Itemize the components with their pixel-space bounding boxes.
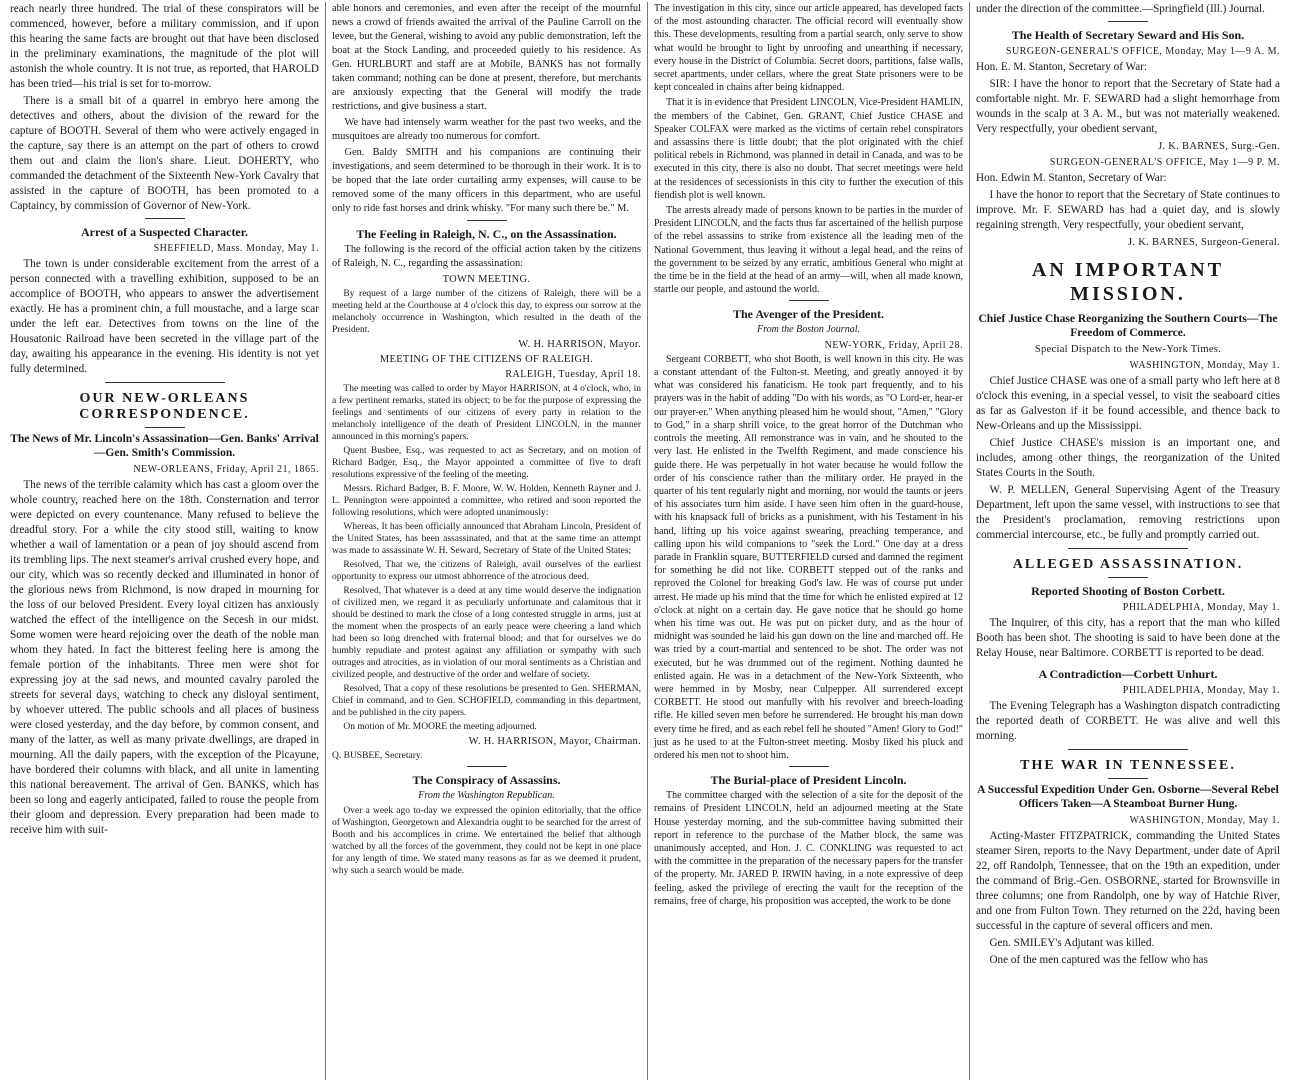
paragraph: The following is the record of the official action taken by the citizens of Raleigh, N. C., regarding the assassination: [332, 244, 641, 269]
paragraph: Sergeant CORBETT, who shot Booth, is well known in this city. He was a constant attendant of the Fulton-st. Meeting, and greatly annoyed it by what was considered his fanaticism. He took part frequently, and to his prayers was in the habit of adding "Do with his words, as "O Lord-er, hear-er our prayer-er." When anything pleased him he would shout, "Amen," "Glory to God," in a sharp shrill voice, to the great horror of the Dutchman who controls the meeting. All remonstrance was in vain, and he shouted to the very last. He enlisted in the Twelfth Regiment, and made conscience his guide there. He was perpetually in hot water because he would follow the order of his conscience rather than the military order. He prayed in the quarter of his tent regularly night and morning, nor would the taunts or jeers of his associates turn him aside. I have seen him often in the guard-house, with his knapsack full of bricks as a punishment, with his Testament in his hand, lifting up his voice against swearing, preaching temperance, and calling upon his wild companions to "seek the Lord." One day at a dress parade in Franklin square, BUTTERFIELD cursed and damned the regiment for something he did not like. CORBETT stepped out of the ranks and reproved the Colonel for breaking God's law. He was of course put under arrest. He made up his mind that the time for which he enlisted expired at 12 o'clock at night on a certain day. He gave notice that he should go home when his time was out. He was put on picket duty, and as the hour of midnight was sounded he laid his gun down on the line and marched off. He was tried by a court-martial and sentenced to be shot. The order was not executed, but he was drummed out of the regiment. Nothing daunted he enlisted again. He was in a detachment of the New-York Sixteenth, who were hemmed in by Mosby, near Culpepper. All surrendered except CORBETT. He stood out manfully with his revolver and breech-loading rifle. He killed seven men before he surrendered. He brought his man down every time he fired, and as each rebel fell he shouted "Amen! Glory to God!" just as he used to at the Fulton-street meeting. Mosby liked his pluck and ordered his men not to shoot him. [654, 353, 963, 761]
divider-rule [145, 427, 185, 428]
dateline: NEW-ORLEANS, Friday, April 21, 1865. [133, 464, 319, 475]
paragraph: Whereas, It has been officially announced that Abraham Lincoln, President of the United States, has been assassinated, and that at the same time an attempt was made to assassinate W. H. Seward, Secretary of State of the United States; [332, 522, 641, 556]
dateline: NEW-YORK, Friday, April 28. [824, 339, 963, 351]
divider-rule [1108, 577, 1148, 578]
article-headline: The Feeling in Raleigh, N. C., on the Assassination. [356, 227, 617, 241]
dateline: WASHINGTON, Monday, May 1. [1129, 815, 1280, 826]
article-headline: The Avenger of the President. [733, 307, 884, 322]
centered-line: TOWN MEETING. [442, 274, 531, 285]
article-headline: The Conspiracy of Assassins. [412, 773, 561, 787]
paragraph: The news of the terrible calamity which has cast a gloom over the whole country, reached here on the 18th. Consternation and terror were depicted on every countenance. Many refused to believe the dreadful story. For a while the city stood still, waiting to know whether a wail of lamentation or a pean of joy should ascend from its trembling lips. The next steamer's arrival crushed every hope, and our city, which was so recently decked and illuminated in honor of the glorious news from Richmond, is now draped in mourning for the loss of our beloved President. Every loyal citizen has anxiously watched the effect of the intelligence on the Secesh in our midst. Some women were heard rejoicing over the death of the noble man whom they hated. In fact the bitterest feeling here is among the female portion of the inhabitants. Three men were shot for expressing joy at the sad news, and mounted cavalry paroled the streets for several days, watching to check any disloyal sentiment, by whoever uttered. The public schools and all places of business were closed yesterday, and the day before, by common consent, and many of the latter, as well as many private dwellings, are draped in mourning. All the daily papers, with the exception of the Picayune, have bordered their columns with black, and all unite in lamenting this national bereavement. The arrival of Gen. BANKS, which has been so long and eagerly anticipated, failed to rouse the people from their gloom and depression. Every preparation had been made to receive him with suit- [10, 479, 319, 836]
paragraph: Gen. Baldy SMITH and his companions are continuing their investigations, and seem determined to be thorough in their work. It is to be hoped that the late order curtailing army expenses, will cause to be removed some of the many officers in this department, who are useful only to ride fast horses and drink whisky. "For many such there be." M. [332, 147, 641, 214]
sub-headline: A Successful Expedition Under Gen. Osborne—Several Rebel Officers Taken—A Steamboat Burner Hung. [977, 784, 1279, 810]
divider-rule [1068, 548, 1188, 549]
paragraph: Quent Busbee, Esq., was requested to act as Secretary, and on motion of Richard Badger, Esq., the Mayor appointed a committee of five to draft resolutions expressive of the feeling of the meeting. [332, 446, 641, 480]
column-4 [970, 2, 1286, 1080]
article-headline: The Burial-place of President Lincoln. [710, 773, 907, 788]
column-3 [648, 2, 970, 1080]
divider-rule [467, 766, 507, 767]
dateline: RALEIGH, Tuesday, April 18. [505, 369, 641, 380]
paragraph: That it is in evidence that President LINCOLN, Vice-President HAMLIN, the members of the Cabinet, Gen. GRANT, Chief Justice CHASE and Speaker COLFAX were marked as the victims of certain rebel conspirators and assassins there is little doubt; that the plot originated with the chief political rebels in Richmond, was planned in detail in Canada, and was to be executed in this city, there is also no doubt. That secret meetings were held at the residences of secessionists in this city to further the execution of this fiendish plot is well known. [654, 97, 963, 201]
signature: J. K. BARNES, Surg.-Gen. [1158, 141, 1280, 152]
dateline: WASHINGTON, Monday, May 1. [1129, 360, 1280, 371]
paragraph: Hon. E. M. Stanton, Secretary of War: [976, 61, 1148, 73]
divider-rule [467, 220, 507, 221]
paragraph: Over a week ago to-day we expressed the opinion editorially, that the office of Washington, Georgetown and Alexandria ought to be searched for the arrest of Booth and his accomplices in crime. We entertained the belief that although watched by all the forces of the government, they could not be kept in one place for any length of time. We stated many reasons as far as we deemed it prudent, why such a search would be made. [332, 806, 641, 876]
paragraph: Chief Justice CHASE was one of a small party who left here at 8 o'clock this evening, in a special vessel, to visit the seaboard cities as far as Galveston if it be found accessible, and thence back to New-Orleans and up the Mississippi. [976, 375, 1280, 432]
paragraph: The Evening Telegraph has a Washington dispatch contradicting the reported death of CORBETT. He was alive and well this morning. [976, 700, 1280, 742]
paragraph: On motion of Mr. MOORE the meeting adjourned. [343, 722, 537, 732]
paragraph: Gen. SMILEY's Adjutant was killed. [989, 937, 1155, 949]
dateline: SURGEON-GENERAL'S OFFICE, Monday, May 1—9 A. M. [1005, 46, 1280, 57]
paragraph: I have the honor to report that the Secretary of State continues to improve. Mr. F. SEWARD has had a quiet day, and is slowly regaining strength. Very respectfully, your obedient servant, [976, 189, 1280, 231]
paragraph: reach nearly three hundred. The trial of these conspirators will be commenced, however, before a military commission, and if upon this hearing the same facts are brought out that have been disclosed in the preliminary examinations, the magnitude of the plot will astonish the whole country. It is not true, as reported, that HAROLD has been tried—his trial is set for to-morrow. [10, 3, 319, 90]
paragraph: One of the men captured was the fellow who has [989, 954, 1208, 966]
paragraph: able honors and ceremonies, and even after the receipt of the mournful news a crowd of friends awaited the arrival of the Pauline Carroll on the levee, but the General, wishing to avoid any public demonstration, left the boat at the Stock Landing, and proceeded quietly to his residence. As Gen. HURLBURT and staff are at Mobile, BANKS has not formally taken command; nothing can be done at present, therefore, but merchants are anxiously expecting that the General will modify the trade restrictions, and give business a start. [332, 3, 641, 112]
source-credit: From the Boston Journal. [757, 324, 860, 336]
centered-line: Special Dispatch to the New-York Times. [1034, 344, 1222, 355]
divider-rule [105, 382, 225, 383]
paragraph: Resolved, That we, the citizens of Raleigh, avail ourselves of the earliest opportunity to express our utmost abhorrence of the atrocious deed. [332, 560, 641, 582]
paragraph: Resolved, That a copy of these resolutions be presented to Gen. SHERMAN, Chief in command, and to Gen. SCHOFIELD, commanding in this department, and be published in the city papers. [332, 684, 641, 718]
paragraph: We have had intensely warm weather for the past two weeks, and the musquitoes are already too numerous for comfort. [332, 117, 641, 142]
signature: W. H. HARRISON, Mayor. [518, 339, 641, 350]
paragraph: The investigation in this city, since our article appeared, has developed facts of the most astounding character. The official record will eventually show this. These developments, resulting from a partial search, only serve to show what would be brought to light by unroofing and unearthing if necessary, every house in the District of Columbia. Secret doors, partitions, false walls, secret apartments, under cellars, where the great State prisoners were to be kept concealed in chains after being kidnapped. [654, 3, 963, 94]
column-2 [326, 2, 648, 1080]
banner-headline: AN IMPORTANT MISSION. [1031, 259, 1225, 305]
paragraph: Messrs. Richard Badger, B. F. Moore, W. W. Holden, Kenneth Rayner and J. L. Pennington were appointed a committee, who retired and soon reported the following resolutions, which were adopted unanimously: [332, 484, 641, 518]
section-headline: OUR NEW-ORLEANS CORRESPONDENCE. [79, 391, 250, 422]
article-headline: Arrest of a Suspected Character. [81, 225, 248, 239]
paragraph: Chief Justice CHASE's mission is an important one, and includes, among other things, the reorganization of the United States Courts in the South. [976, 437, 1280, 479]
centered-line: MEETING OF THE CITIZENS OF RALEIGH. [379, 354, 594, 365]
source-credit: From the Washington Republican. [418, 790, 555, 801]
column-1 [4, 2, 326, 1080]
signature: J. K. BARNES, Surgeon-General. [1127, 237, 1280, 248]
divider-rule [1108, 778, 1148, 779]
paragraph: The Inquirer, of this city, has a report that the man who killed Booth has been shot. The shooting is said to have been done at the Relay House, near Baltimore. CORBETT is reported to be dead. [976, 617, 1280, 659]
paragraph: under the direction of the committee.—Springfield (Ill.) Journal. [976, 3, 1265, 15]
section-headline: ALLEGED ASSASSINATION. [1012, 557, 1244, 572]
paragraph: The town is under considerable excitement from the arrest of a person connected with a travelling exhibition, supposed to be an accomplice of BOOTH, who appears to answer the advertisement exactly. He has a prominent chin, a full moustache, and a large scar under the left ear. Detectives from towns on the line of the Housatonic Railroad have been secreted in the village part of the day, awaiting his appearance in the evening. His identity is not yet fully determined. [10, 258, 319, 375]
divider-rule [145, 218, 185, 219]
divider-rule [789, 766, 829, 767]
paragraph: The committee charged with the selection of a site for the deposit of the remains of President LINCOLN, held an adjourned meeting at the State House yesterday morning, and the sub-committee having submitted their report in reference to the purchase of the Mather block, the same was unanimously accepted, and Hon. J. C. CONKLING was requested to act with the committee in the preparation of the necessary papers for the transfer of the property. Mr. JARED P. IRWIN having, in a note expressive of deep feeling, asked the privilege of erecting the vault for the reception of the remains, free of charge, his proposition was accepted, the work to be done [654, 790, 963, 907]
paragraph: Acting-Master FITZPATRICK, commanding the United States steamer Siren, reports to the Navy Department, under date of April 22, off Randolph, Tennessee, that on the 19th an expedition, under the command of Brig.-Gen. OSBORNE, started for Brownsville in three columns; one from Randolph, one by way of Hatchie River, and one from Fulton Town. They returned on the 22d, having been successful in the capture of several officers and men. [976, 830, 1280, 932]
paragraph: Q. BUSBEE, Secretary. [332, 751, 423, 761]
article-headline: A Contradiction—Corbett Unhurt. [1038, 667, 1218, 681]
paragraph: There is a small bit of a quarrel in embryo here among the detectives and others, about the division of the reward for the capture of BOOTH. Several of them who were actively engaged in the capture, say there is an attempt on the part of others to crowd them out and claim the lion's share. Lieut. DOHERTY, who commanded the detachment of the Sixteenth New-York Cavalry that assisted in the capture of BOOTH, has been promoted to a Captaincy, by commission of Governor of New-York. [10, 95, 319, 212]
dateline: SHEFFIELD, Mass. Monday, May 1. [153, 243, 319, 254]
paragraph: Resolved, That whatever is a deed at any time would deserve the indignation of civilized men, we regard it as peculiarly unfortunate and calamitous that it should be destined to mark the close of a long contested struggle in arms, just at the moment when the prospects of an early peace were cheering a land which had been so long drenched with fraternal blood; and that for ourselves we do humbly repudiate and protest against any affiliation or sympathy with such outrages and atrocities, as in violation of our moral sentiments as a Christian and civilized people, and destructive of the order and welfare of society. [332, 586, 641, 680]
dateline: PHILADELPHIA, Monday, May 1. [1122, 602, 1280, 613]
dateline: PHILADELPHIA, Monday, May 1. [1122, 685, 1280, 696]
sub-headline: Chief Justice Chase Reorganizing the Southern Courts—The Freedom of Commerce. [978, 313, 1278, 339]
divider-rule [789, 300, 829, 301]
dateline: SURGEON-GENERAL'S OFFICE, May 1—9 P. M. [1049, 157, 1280, 168]
paragraph: By request of a large number of the citizens of Raleigh, there will be a meeting held at the Courthouse at 4 o'clock this day, to express our sorrow at the melancholy occurrence in Washington, which resulted in the death of the President. [332, 289, 641, 335]
paragraph: Hon. Edwin M. Stanton, Secretary of War: [976, 172, 1167, 184]
divider-rule [1108, 21, 1148, 22]
sub-headline: The News of Mr. Lincoln's Assassination—Gen. Banks' Arrival—Gen. Smith's Commission. [10, 433, 319, 459]
section-headline: THE WAR IN TENNESSEE. [1020, 758, 1236, 773]
paragraph: The meeting was called to order by Mayor HARRISON, at 4 o'clock, who, in a few pertinent remarks, stated its object; to be for the purpose of expressing the feelings and sentiments of our citizens of every party in relation to the melancholy intelligence of the death of President LINCOLN, in the manner announced in this morning's papers. [332, 384, 641, 442]
paragraph: The arrests already made of persons known to be parties in the murder of President LINCOLN, and the facts thus far ascertained of the hellish purpose of the rebel assassins to strike from existence all the leading men of the National Government, thus leaving it without a legal head, and the reins of the government to be seized by any erratic, ambitious General who might at the time be in the field at the head of an army—will, when all made known, startle our people, and astound the world. [654, 205, 963, 296]
article-headline: The Health of Secretary Seward and His Son. [1011, 28, 1245, 42]
divider-rule [1068, 749, 1188, 750]
article-headline: Reported Shooting of Boston Corbett. [1031, 584, 1225, 598]
signature: W. H. HARRISON, Mayor, Chairman. [468, 736, 641, 747]
paragraph: SIR: I have the honor to report that the Secretary of State had a comfortable night. Mr. F. SEWARD had a slight hemorrhage from wounds in the scalp at 3 A. M., but was not materially weakened. Very respectfully, your obedient servant, [976, 78, 1280, 135]
paragraph: W. P. MELLEN, General Supervising Agent of the Treasury Department, left upon the same vessel, with instructions to see that the President's proclamation, removing restrictions upon commercial intercourse, etc., be fully and promptly carried out. [976, 484, 1280, 541]
